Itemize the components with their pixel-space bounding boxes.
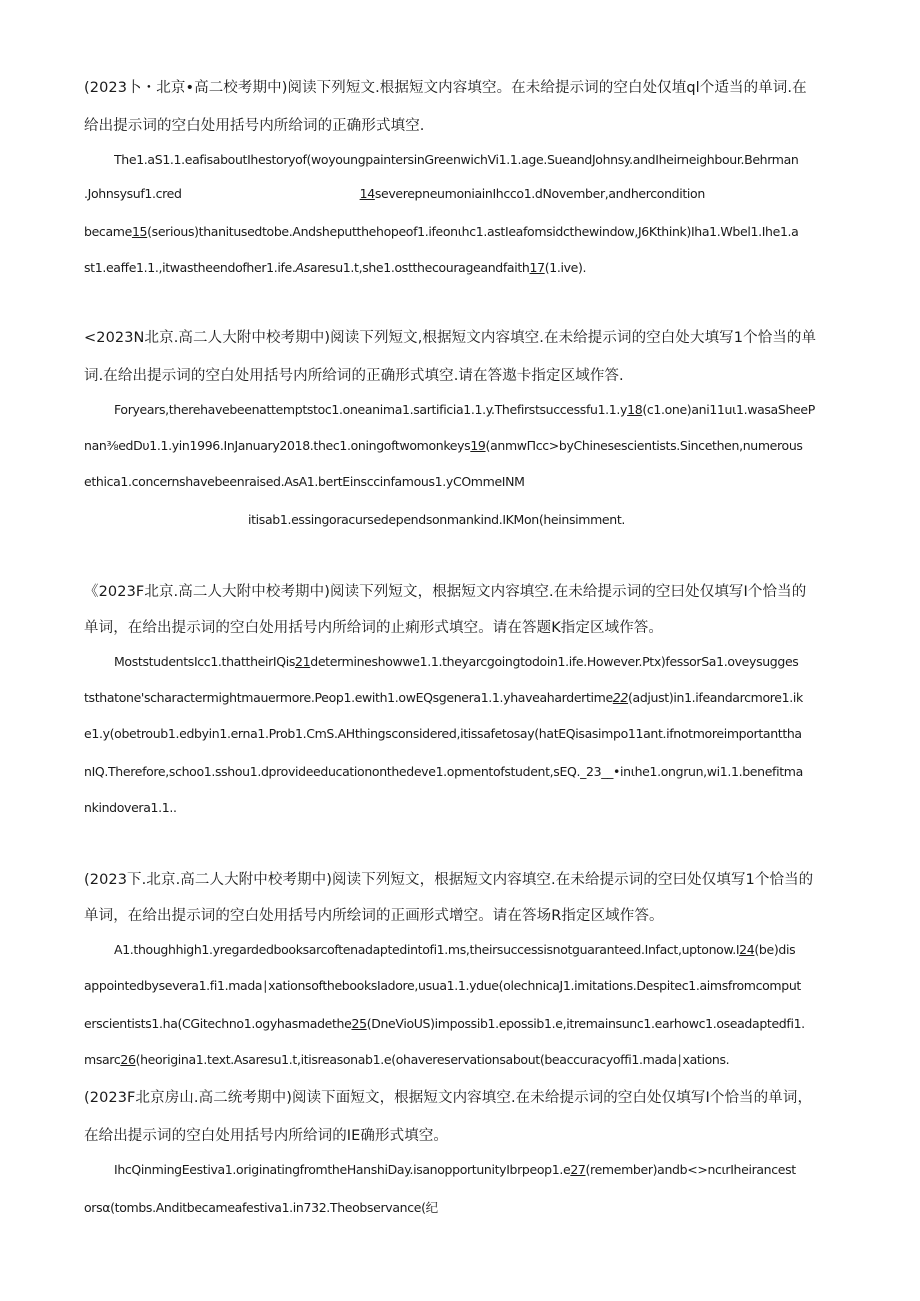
passage-text: erscientists1.ha(CGitechno1.ogyhasmadethe (84, 1016, 352, 1031)
passage-text: nan⅜edDυ1.1.yin1996.InJanuary2018.thec1.oningoftwomonkeys (84, 438, 471, 453)
section-4-body-line-1 (114, 942, 840, 957)
section-1-body-line-2 (84, 186, 844, 201)
blank-number: _23__ (580, 764, 614, 779)
passage-text: (1.ive). (544, 260, 587, 275)
section-3-body-line-2 (84, 690, 840, 705)
passage-text: IhcQinmingEestiva1.originatingfromtheHanshiDay.isanopportunityIbrpeop1.e (114, 1162, 571, 1177)
blank-number: 14 (359, 186, 375, 201)
blank-number: 17 (529, 260, 545, 275)
blank-number: 19 (470, 438, 486, 453)
section-2-heading-line-1: <2023N北京.高二人大附中校考期中)阅读下列短文,根据短文内容填空.在未给提示词的空白处大填写1个恰当的单 (84, 330, 817, 346)
section-1-body-line-3 (84, 224, 840, 239)
section-3-heading-line-2: 单词，在给出提示词的空白处用括号内所给词的止痢形式填空。请在答题K指定区域作答。 (84, 620, 664, 636)
passage-text: aresu1.t,she1.ostthecourageandfaith (309, 260, 530, 275)
passage-text: nIQ.Therefore,schoo1.sshou1.dprovideeducationonthedeve1.opmentofstudent,sEQ. (84, 764, 581, 779)
passage-text: As (295, 260, 310, 275)
section-2-heading-line-2: 词.在给出提示词的空白处用括号内所给词的正确形式填空.请在答遨卡指定区域作答. (84, 368, 624, 384)
passage-text: (DneVioUS)impossib1.epossib1.e,itremainsunc1.earhowc1.oseadaptedfi1. (366, 1016, 805, 1031)
section-5-body-line-2: orsα(tombs.Anditbecameafestiva1.in732.Theobservance(纪 (84, 1200, 438, 1215)
blank-number: 21 (295, 654, 311, 669)
passage-text: (heorigina1.text.Asaresu1.t,itisreasonab1.e(ohavereservationsabout(beaccuracyoffi1.mada∣xations. (135, 1052, 730, 1067)
section-4-body-line-2: appointedbysevera1.fi1.mada∣xationsofthebooksIadore,usua1.1.ydue(olechnicaJ1.imitations.Despitec1.aimsfromcomput (84, 978, 801, 993)
passage-text: determineshowwe1.1.theyarcgoingtodoin1.ife.However.Ptx)fessorSa1.oveysugges (310, 654, 799, 669)
passage-text: tsthatone'scharactermightmauermore.Peop1.ewith1.owEQsgenera1.1.yhaveahardertime (84, 690, 613, 705)
passage-text: msarc (84, 1052, 121, 1067)
section-4-heading-line-2: 单词，在给出提示词的空白处用括号内所绘词的正画形式增空。请在答场R指定区域作答。 (84, 908, 664, 924)
section-5-heading-line-2: 在给出提示词的空白处用括号内所给词的IE确形式填空。 (84, 1128, 449, 1144)
blank-number: 25 (351, 1016, 367, 1031)
passage-text: (be)dis (754, 942, 796, 957)
section-2-body-line-2 (84, 438, 840, 453)
passage-text: became (84, 224, 132, 239)
section-3-heading-line-1: 《2023F北京.高二人大附中校考期中)阅读下列短文，根据短文内容填空.在未给提示词的空曰处仅填写I个恰当的 (84, 584, 807, 600)
section-4-body-line-3 (84, 1016, 840, 1031)
section-5-body-line-1 (114, 1162, 840, 1177)
passage-text: (adjust)in1.ifeandarcmore1.ik (628, 690, 803, 705)
blank-number: 18 (627, 402, 643, 417)
blank-number: 26 (120, 1052, 136, 1067)
passage-text: (remember)andb<>ncιrIheirancest (585, 1162, 796, 1177)
passage-text: (anmwΠcc>byChinesescientists.Sincethen,numerous (485, 438, 803, 453)
section-4-body-line-4 (84, 1052, 840, 1067)
blank-number: 27 (570, 1162, 586, 1177)
section-1-heading-line-1: (2023卜・北京•高二校考期中)阅读下列短文.根据短文内容填空。在未给提示词的空白处仅埴ql个适当的单词.在 (84, 80, 807, 96)
passage-text: Foryears,therehavebeenattemptstoc1.oneanima1.sartificia1.1.y.Thefirstsuccessfu1.1.y (114, 402, 628, 417)
section-5-heading-line-1: (2023F北京房山.高二统考期中)阅读下面短文，根据短文内容填空.在未给提示词的空白处仅填写I个恰当的单词， (84, 1090, 813, 1106)
section-1-heading-line-2: 给出提示词的空白处用括号内所给词的正确形式填空. (84, 118, 425, 134)
section-1-body-line-4 (84, 260, 840, 275)
blank-number: 15 (131, 224, 148, 239)
section-3-body-line-3: e1.y(obetroub1.edbyin1.erna1.Prob1.CmS.AHthingsconsidered,itissafetosay(hatEQisasimpo11ant.ifnotmoreimportanttha (84, 726, 802, 741)
section-1-body-line-1: The1.aS1.1.eafisaboutIhestoryof(woyoungpaintersinGreenwichVi1.1.age.SueandJohnsy.andIheirneighbour.Behrman (114, 152, 799, 167)
passage-text: .Johnsysuf1.cred (84, 186, 182, 201)
section-2-body-line-1 (114, 402, 840, 417)
section-2-body-line-4: itisab1.essingoracursedependsonmankind.IKMon(heinsimment. (248, 512, 625, 527)
passage-text: st1.eaffe1.1.,itwastheendofher1.ife. (84, 260, 296, 275)
passage-text: MoststudentsIcc1.thattheirIQis (114, 654, 296, 669)
passage-text: severepneumoniainIhcco1.dNovember,andhercondition (374, 186, 705, 201)
passage-text: •inιhe1.ongrun,wi1.1.benefitma (613, 764, 803, 779)
blank-number: 22 (612, 690, 629, 705)
section-3-body-line-5: nkindovera1.1.. (84, 800, 177, 815)
passage-text: (c1.one)ani11uι1.wasaSheeP (642, 402, 815, 417)
section-2-body-line-3: ethica1.concernshavebeenraised.AsA1.bertEinsccinfamous1.yCOmmeINM (84, 474, 525, 489)
section-3-body-line-1 (114, 654, 840, 669)
passage-text: A1.thoughhigh1.yregardedbooksarcoftenadaptedintofi1.ms,theirsuccessisnotguaranteed.Infact,uptonow.I (114, 942, 740, 957)
section-4-heading-line-1: (2023下.北京.高二人大附中校考期中)阅读下列短文，根据短文内容填空.在未给提示词的空曰处仅填写1个恰当的 (84, 872, 814, 888)
passage-text: (serious)thanitusedtobe.Andsheputthehopeof1.ifeonιhc1.astIeafomsidcthewindow,J6Kthink)Iha1.Wbel1.Ihe1.a (147, 224, 799, 239)
blank-number: 24 (739, 942, 755, 957)
section-3-body-line-4 (84, 764, 840, 779)
